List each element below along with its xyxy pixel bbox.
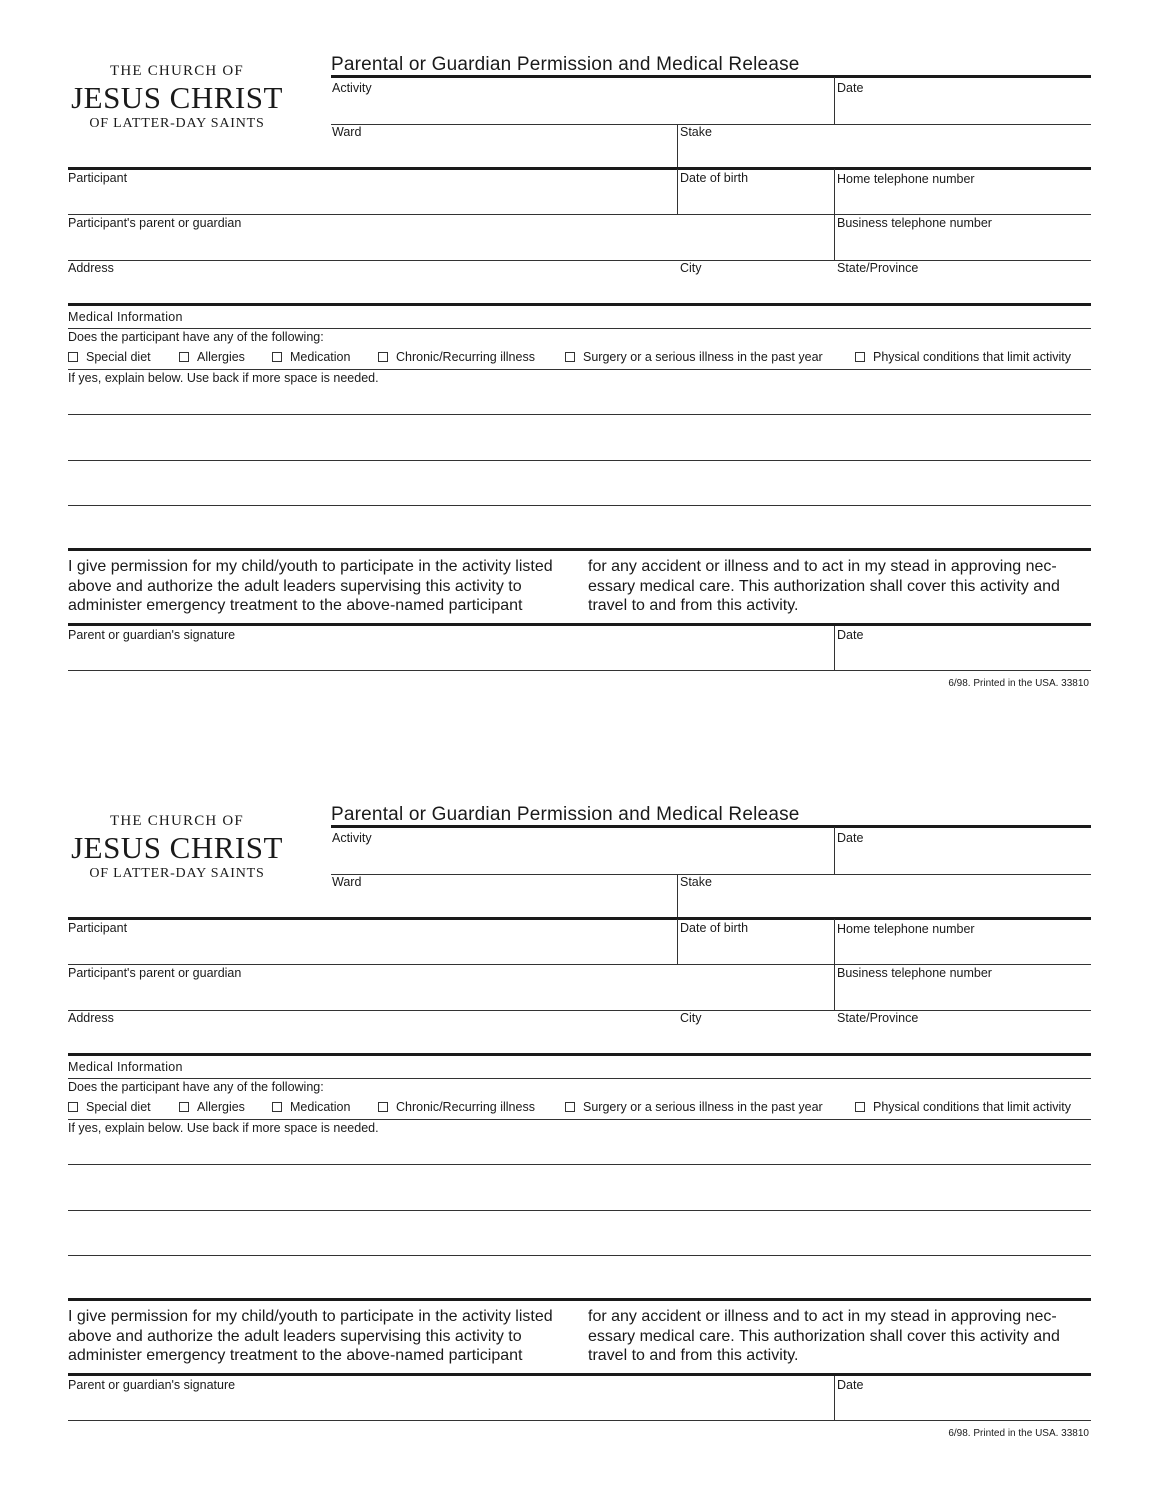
guardian-field[interactable]: Participant's parent or guardian [68, 966, 242, 980]
checkbox-box [855, 1102, 865, 1112]
print-info: 6/98. Printed in the USA. 33810 [948, 678, 1089, 689]
form-title: Parental or Guardian Permission and Medical Release [331, 804, 800, 825]
section-rule [68, 548, 1091, 551]
stake-field[interactable]: Stake [680, 125, 712, 139]
chronic-illness-checkbox[interactable] [378, 1100, 535, 1114]
explain-line[interactable] [68, 414, 1091, 415]
section-rule [68, 917, 1091, 920]
checkbox-label: Surgery or a serious illness in the past year [583, 350, 823, 364]
divider [834, 626, 835, 670]
address-field[interactable]: Address [68, 1011, 114, 1025]
divider [68, 328, 1091, 329]
ward-field[interactable]: Ward [332, 125, 362, 139]
participant-field[interactable]: Participant [68, 921, 128, 935]
physical-conditions-checkbox[interactable] [855, 1100, 1071, 1114]
explain-line[interactable] [68, 1164, 1091, 1165]
checkbox-label: Special diet [86, 350, 151, 364]
participant-field[interactable]: Participant [68, 171, 128, 185]
address-field[interactable]: Address [68, 261, 114, 275]
section-rule [68, 1053, 1091, 1056]
explain-line[interactable] [68, 460, 1091, 461]
guardian-field[interactable]: Participant's parent or guardian [68, 216, 242, 230]
divider [68, 1420, 1091, 1421]
checkbox-label: Chronic/Recurring illness [396, 350, 535, 364]
checkbox-label: Allergies [197, 1100, 245, 1114]
divider [68, 1010, 1091, 1011]
section-rule [68, 1298, 1091, 1301]
checkbox-box [179, 1102, 189, 1112]
medical-question: Does the participant have any of the following: [68, 1080, 324, 1094]
allergies-checkbox[interactable] [179, 350, 245, 364]
church-logo [66, 812, 288, 882]
special-diet-checkbox[interactable] [68, 1100, 151, 1114]
business-phone-field[interactable]: Business telephone number [837, 966, 992, 980]
logo-line-2: JESUS CHRIST [71, 80, 283, 115]
medical-heading: Medical Information [68, 1060, 183, 1074]
explain-line[interactable] [68, 1255, 1091, 1256]
chronic-illness-checkbox[interactable] [378, 350, 535, 364]
date-field[interactable]: Date [837, 831, 864, 845]
checkbox-label: Physical conditions that limit activity [873, 1100, 1071, 1114]
form-title: Parental or Guardian Permission and Medical Release [331, 54, 800, 75]
city-field[interactable]: City [680, 1011, 702, 1025]
section-rule [68, 623, 1091, 626]
divider [677, 124, 678, 169]
divider [68, 1078, 1091, 1079]
checkbox-box [272, 1102, 282, 1112]
print-info: 6/98. Printed in the USA. 33810 [948, 1428, 1089, 1439]
home-phone-field[interactable]: Home telephone number [837, 922, 975, 936]
checkbox-label: Chronic/Recurring illness [396, 1100, 535, 1114]
church-logo [66, 62, 288, 132]
surgery-checkbox[interactable] [565, 350, 823, 364]
date-of-birth-field[interactable]: Date of birth [680, 921, 749, 935]
checkbox-box [68, 1102, 78, 1112]
divider [68, 214, 1091, 215]
checkbox-box [378, 1102, 388, 1112]
permission-text-right: for any accident or illness and to act in my stead in approving nec-essary medical care. This authorization shall cover this activity and travel to and from this activity. [588, 558, 1060, 614]
business-phone-field[interactable]: Business telephone number [837, 216, 992, 230]
section-rule [68, 1373, 1091, 1376]
title-rule [331, 825, 1091, 828]
divider [677, 169, 678, 214]
checkbox-box [179, 352, 189, 362]
checkbox-box [855, 352, 865, 362]
medical-question: Does the participant have any of the following: [68, 330, 324, 344]
logo-line-1: THE CHURCH OF [110, 63, 244, 79]
divider [677, 919, 678, 964]
release-form-bottom [0, 750, 1159, 1500]
signature-date-field[interactable]: Date [837, 1378, 864, 1392]
checkbox-box [565, 352, 575, 362]
date-of-birth-field[interactable]: Date of birth [680, 171, 749, 185]
explain-instructions: If yes, explain below. Use back if more space is needed. [68, 371, 379, 385]
permission-text-left: I give permission for my child/youth to participate in the activity listed above and authorize the adult leaders supervising this activity to administer emergency treatment to the above-named participant [68, 1308, 553, 1364]
checkbox-label: Allergies [197, 350, 245, 364]
signature-date-field[interactable]: Date [837, 628, 864, 642]
city-field[interactable]: City [680, 261, 702, 275]
medical-heading: Medical Information [68, 310, 183, 324]
medication-checkbox[interactable] [272, 350, 350, 364]
activity-field[interactable]: Activity [332, 831, 372, 845]
home-phone-field[interactable]: Home telephone number [837, 172, 975, 186]
logo-line-1: THE CHURCH OF [110, 813, 244, 829]
permission-text-left: I give permission for my child/youth to participate in the activity listed above and authorize the adult leaders supervising this activity to administer emergency treatment to the above-named participant [68, 558, 553, 614]
checkbox-box [565, 1102, 575, 1112]
divider [834, 77, 835, 124]
allergies-checkbox[interactable] [179, 1100, 245, 1114]
section-rule [68, 303, 1091, 306]
medication-checkbox[interactable] [272, 1100, 350, 1114]
explain-line[interactable] [68, 505, 1091, 506]
checkbox-box [68, 352, 78, 362]
logo-line-2: JESUS CHRIST [71, 830, 283, 865]
stake-field[interactable]: Stake [680, 875, 712, 889]
title-rule [331, 75, 1091, 78]
special-diet-checkbox[interactable] [68, 350, 151, 364]
checkbox-label: Medication [290, 1100, 351, 1114]
surgery-checkbox[interactable] [565, 1100, 823, 1114]
explain-line[interactable] [68, 1210, 1091, 1211]
section-rule [68, 167, 1091, 170]
divider [834, 827, 835, 874]
checkbox-label: Surgery or a serious illness in the past year [583, 1100, 823, 1114]
checkbox-label: Medication [290, 350, 351, 364]
checkbox-label: Special diet [86, 1100, 151, 1114]
state-field[interactable]: State/Province [837, 261, 919, 275]
signature-field[interactable]: Parent or guardian's signature [68, 1378, 236, 1392]
divider [677, 874, 678, 919]
logo-line-3: OF LATTER-DAY SAINTS [89, 866, 265, 881]
divider [68, 670, 1091, 671]
divider [68, 260, 1091, 261]
divider [68, 369, 1091, 370]
signature-field[interactable]: Parent or guardian's signature [68, 628, 236, 642]
activity-field[interactable]: Activity [332, 81, 372, 95]
checkbox-box [272, 352, 282, 362]
physical-conditions-checkbox[interactable] [855, 350, 1071, 364]
ward-field[interactable]: Ward [332, 875, 362, 889]
checkbox-box [378, 352, 388, 362]
date-field[interactable]: Date [837, 81, 864, 95]
explain-instructions: If yes, explain below. Use back if more space is needed. [68, 1121, 379, 1135]
divider [834, 1376, 835, 1420]
divider [68, 1119, 1091, 1120]
logo-line-3: OF LATTER-DAY SAINTS [89, 116, 265, 131]
divider [68, 964, 1091, 965]
permission-text-right: for any accident or illness and to act in my stead in approving nec-essary medical care. This authorization shall cover this activity and travel to and from this activity. [588, 1308, 1060, 1364]
state-field[interactable]: State/Province [837, 1011, 919, 1025]
checkbox-label: Physical conditions that limit activity [873, 350, 1071, 364]
